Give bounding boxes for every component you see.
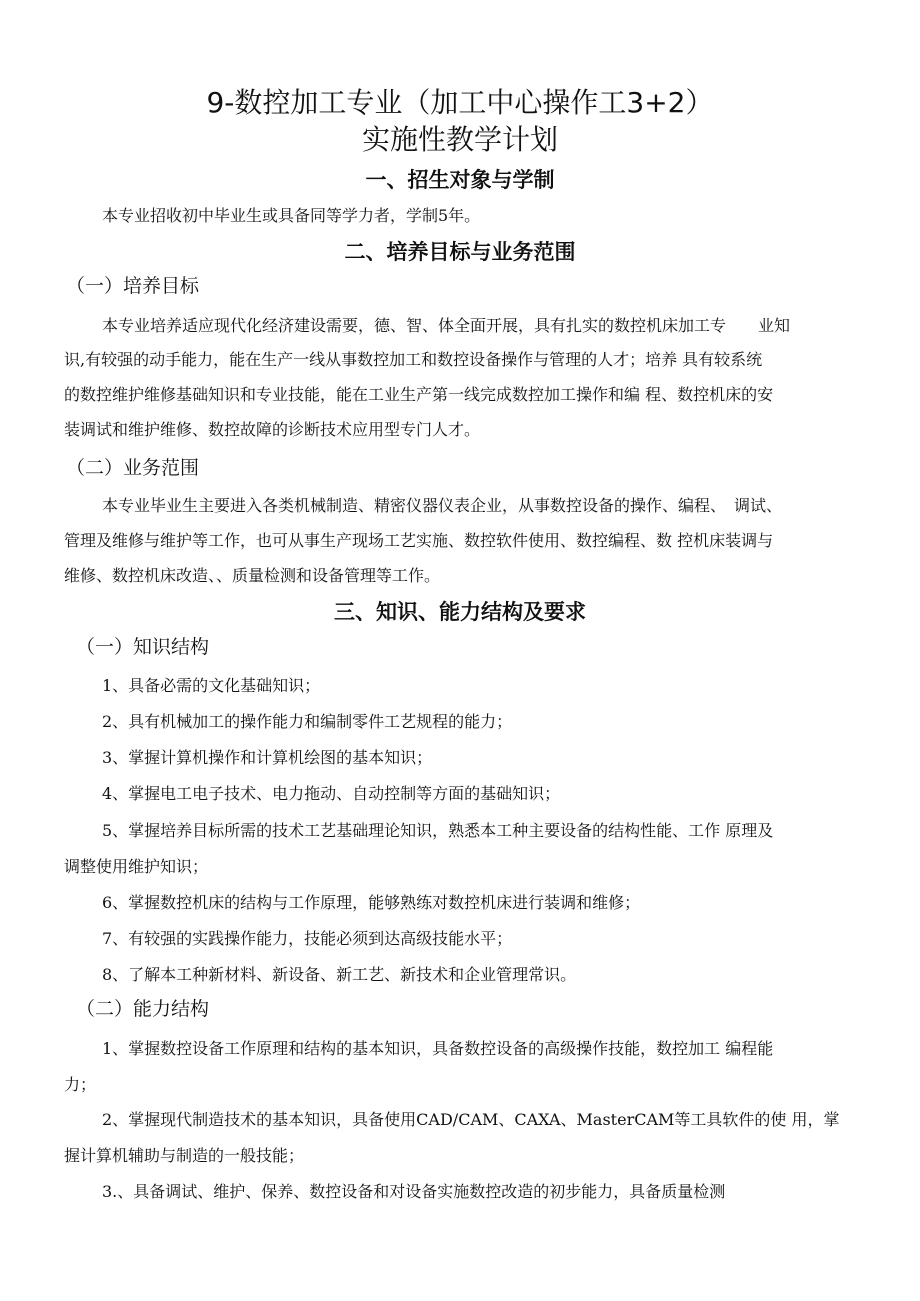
section1-text: 本专业招收初中毕业生或具备同等学力者，学制5年。 <box>102 206 481 225</box>
paragraph-line: 识,有较强的动手能力，能在生产一线从事数控加工和数控设备操作与管理的人才；培养 具有较系统 <box>64 350 763 369</box>
list-item: 2、掌握现代制造技术的基本知识，具备使用CAD/CAM、CAXA、MasterCAM等工具软件的使 用，掌 <box>102 1110 840 1129</box>
section2-heading: 二、培养目标与业务范围 <box>344 240 576 264</box>
paragraph-line: 本专业毕业生主要进入各类机械制造、精密仪器仪表企业，从事数控设备的操作、编程、 调试、 <box>102 496 783 515</box>
list-item: 2、具有机械加工的操作能力和编制零件工艺规程的能力； <box>102 712 513 731</box>
list-item: 5、掌握培养目标所需的技术工艺基础理论知识，熟悉本工种主要设备的结构性能、工作 原理及 <box>102 821 774 840</box>
list-item: 4、掌握电工电子技术、电力拖动、自动控制等方面的基础知识； <box>102 784 561 803</box>
document-title-line2: 实施性教学计划 <box>361 123 558 156</box>
paragraph-line: 装调试和维护维修、数控故障的诊断技术应用型专门人才。 <box>64 420 481 439</box>
list-item: 3、掌握计算机操作和计算机绘图的基本知识； <box>102 748 433 767</box>
section3-sub1-heading: （一）知识结构 <box>76 636 210 658</box>
section2-sub2-heading: （二）业务范围 <box>66 457 200 479</box>
list-item: 力； <box>64 1075 97 1094</box>
paragraph-line: 管理及维修与维护等工作，也可从事生产现场工艺实施、数控软件使用、数控编程、数 控机床装调与 <box>64 531 774 550</box>
list-item: 6、掌握数控机床的结构与工作原理，能够熟练对数控机床进行装调和维修； <box>102 893 641 912</box>
document-title-line1: 9-数控加工专业（加工中心操作工3+2） <box>206 86 714 119</box>
list-item: 8、了解本工种新材料、新设备、新工艺、新技术和企业管理常识。 <box>102 965 577 984</box>
paragraph-line: 本专业培养适应现代化经济建设需要，德、智、体全面开展，具有扎实的数控机床加工专 业知 <box>102 316 791 335</box>
list-item: 1、掌握数控设备工作原理和结构的基本知识，具备数控设备的高级操作技能，数控加工 编程能 <box>102 1039 774 1058</box>
section2-sub1-heading: （一）培养目标 <box>66 275 200 297</box>
list-item: 7、有较强的实践操作能力，技能必须到达高级技能水平； <box>102 929 513 948</box>
section1-heading: 一、招生对象与学制 <box>365 168 555 192</box>
paragraph-line: 的数控维护维修基础知识和专业技能，能在工业生产第一线完成数控加工操作和编 程、数控机床的安 <box>64 385 774 404</box>
list-item: 3.、具备调试、维护、保养、数控设备和对设备实施数控改造的初步能力，具备质量检测 <box>102 1182 726 1201</box>
list-item: 握计算机辅助与制造的一般技能； <box>64 1146 305 1165</box>
section3-sub2-heading: （二）能力结构 <box>76 998 210 1020</box>
list-item: 1、具备必需的文化基础知识； <box>102 676 321 695</box>
paragraph-line: 维修、数控机床改造、、质量检测和设备管理等工作。 <box>64 566 441 585</box>
section3-heading: 三、知识、能力结构及要求 <box>334 600 586 624</box>
list-item: 调整使用维护知识； <box>64 857 209 876</box>
